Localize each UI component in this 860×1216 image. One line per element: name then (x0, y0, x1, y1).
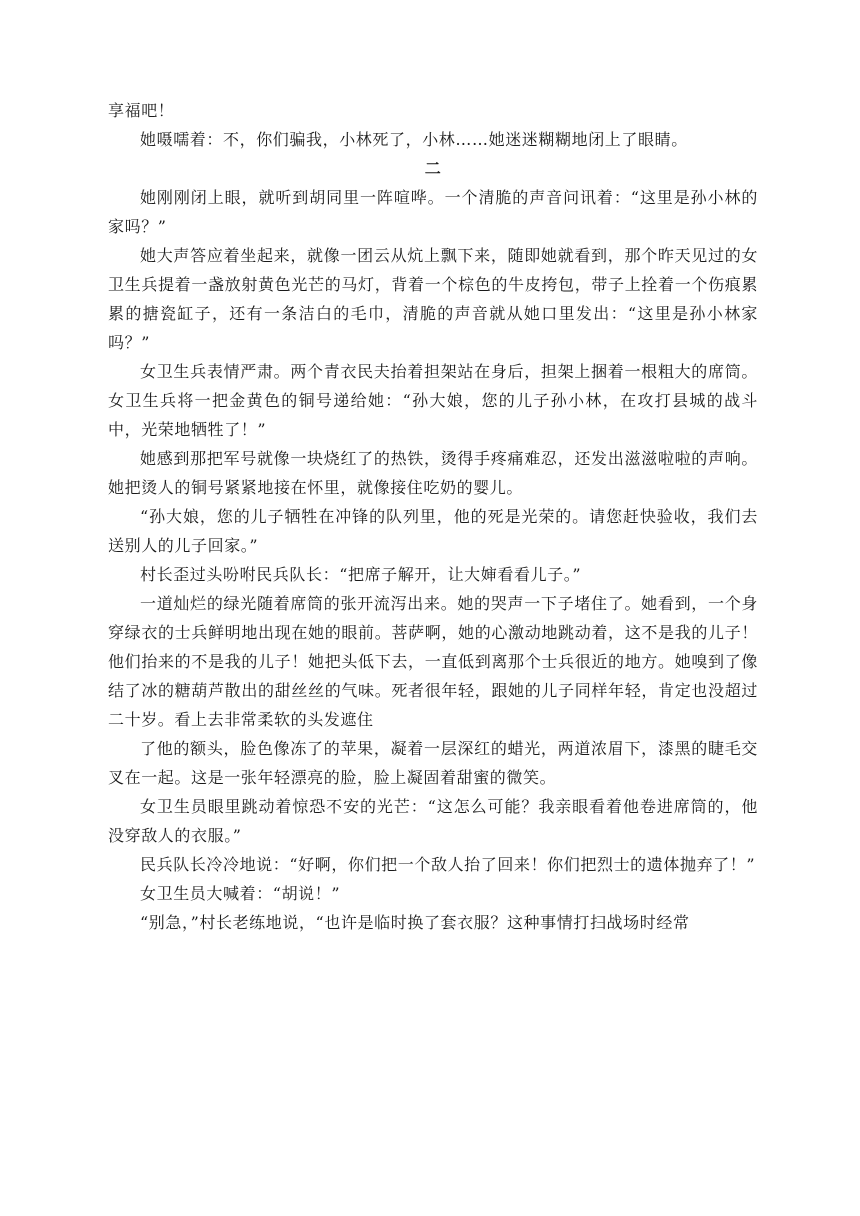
paragraph: 她刚刚闭上眼，就听到胡同里一阵喧哗。一个清脆的声音问讯着：“这里是孙小林的家吗？” (108, 188, 758, 236)
paragraph: 她大声答应着坐起来，就像一团云从炕上飘下来，随即她就看到，那个昨天见过的女卫生兵提着一盏放射黄色光芒的马灯，背着一个棕色的牛皮挎包，带子上拴着一个伤痕累累的搪瓷缸子，还有一条洁白的毛巾，清脆的声音就从她口里发出：“这里是孙小林家吗？” (108, 246, 758, 352)
paragraph: 女卫生员眼里跳动着惊恐不安的光芒：“这怎么可能？我亲眼看着他卷进席筒的，他没穿敌人的衣服。” (108, 797, 758, 845)
paragraph: 民兵队长冷冷地说：“好啊，你们把一个敌人抬了回来！你们把烈士的遗体抛弃了！” (140, 855, 756, 874)
paragraph: 村长歪过头吩咐民兵队长：“把席子解开，让大婶看看儿子。” (140, 565, 582, 584)
paragraph: 女卫生兵表情严肃。两个青衣民夫抬着担架站在身后，担架上捆着一根粗大的席筒。女卫生兵将一把金黄色的铜号递给她：“孙大娘，您的儿子孙小林，在攻打县城的战斗中，光荣地牺牲了！” (108, 362, 758, 439)
paragraph: 她嗫嚅着：不，你们骗我，小林死了，小林……她迷迷糊糊地闭上了眼睛。 (140, 130, 688, 149)
paragraph: “孙大娘，您的儿子牺牲在冲锋的队列里，他的死是光荣的。请您赶快验收，我们去送别人的儿子回家。” (108, 507, 758, 555)
paragraph: 了他的额头，脸色像冻了的苹果，凝着一层深红的蜡光，两道浓眉下，漆黑的睫毛交叉在一起。这是一张年轻漂亮的脸，脸上凝固着甜蜜的微笑。 (108, 739, 758, 787)
section-heading: 二 (424, 159, 442, 178)
paragraph: 一道灿烂的绿光随着席筒的张开流泻出来。她的哭声一下子堵住了。她看到，一个身穿绿衣的士兵鲜明地出现在她的眼前。菩萨啊，她的心激动地跳动着，这不是我的儿子！他们抬来的不是我的儿子！她把头低下去，一直低到离那个士兵很近的地方。她嗅到了像结了冰的糖葫芦散出的甜丝丝的气味。死者很年轻，跟她的儿子同样年轻，肯定也没超过二十岁。看上去非常柔软的头发遮住 (108, 594, 758, 729)
paragraph: 享福吧！ (108, 101, 175, 120)
paragraph: 她感到那把军号就像一块烧红了的热铁，烫得手疼痛难忍，还发出滋滋啦啦的声响。她把烫人的铜号紧紧地接在怀里，就像接住吃奶的婴儿。 (108, 449, 758, 497)
paragraph: 女卫生员大喊着：“胡说！” (140, 884, 341, 903)
document-body (108, 96, 758, 937)
paragraph: “别急，”村长老练地说，“也许是临时换了套衣服？这种事情打扫战场时经常 (140, 913, 690, 932)
